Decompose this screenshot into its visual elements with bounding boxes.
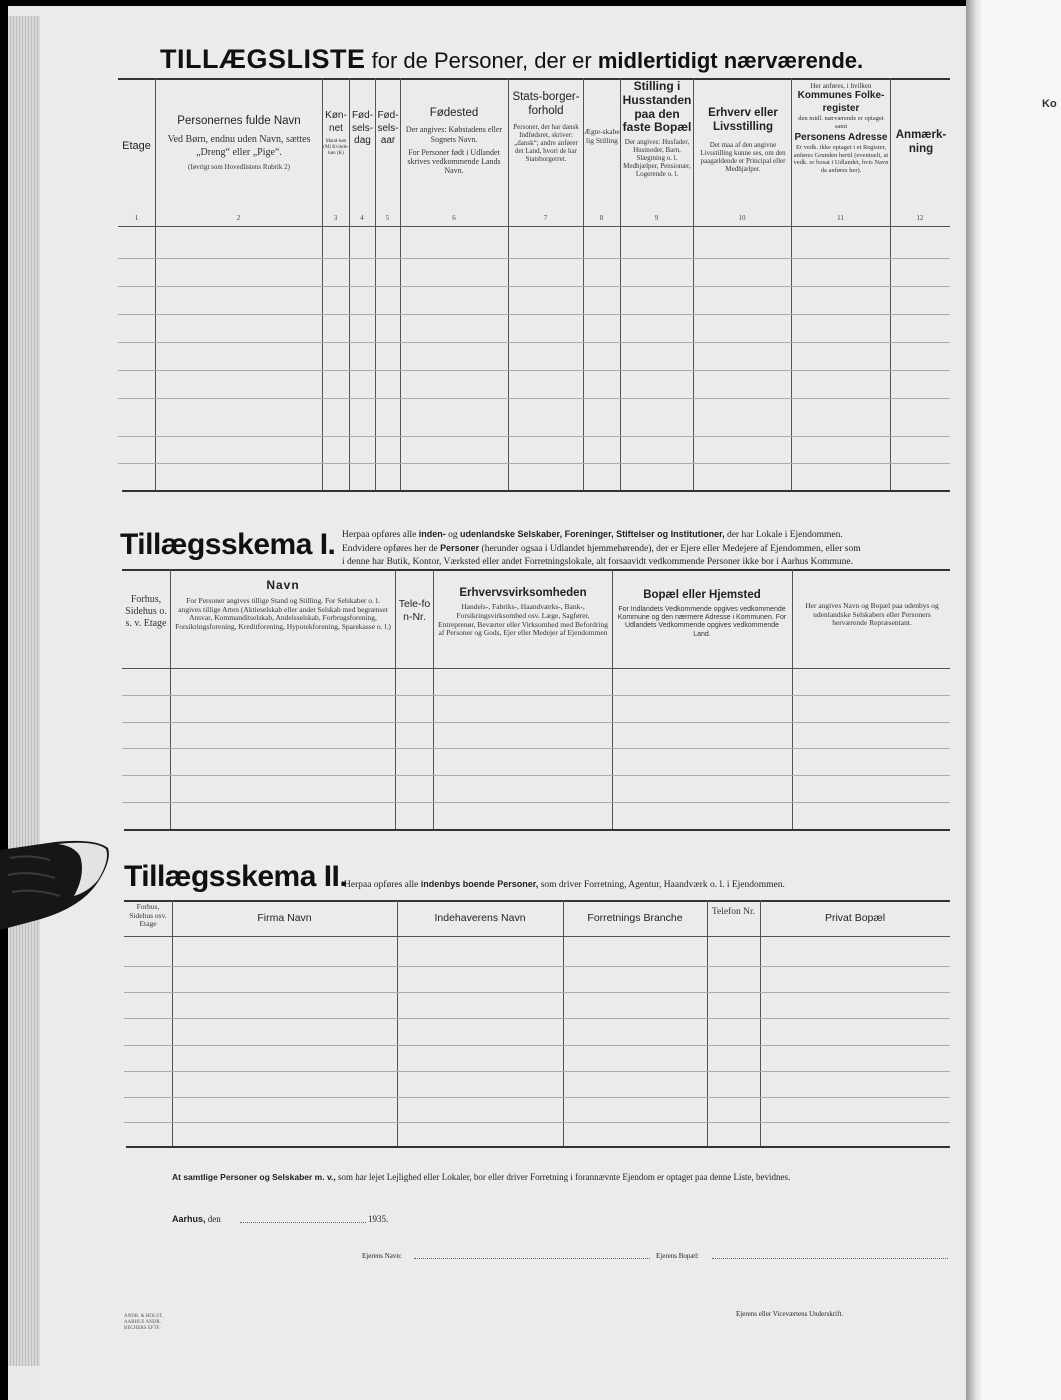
col-occupation-header: Erhverv eller Livsstilling Det maa af den angivne Livsstilling kunne ses, om den paagældende er Principal eller Medhjælper. — [700, 107, 786, 173]
owner-name-label: Ejerens Navn: — [362, 1252, 402, 1260]
s1-col-representative-header: Her angives Navn og Bopæl paa udenbys og udenlandske Selskabers eller Personers herværende Repræsentant. — [805, 601, 939, 628]
col-name-header: Personernes fulde Navn Ved Børn, endnu uden Navn, sættes „Dreng“ eller „Pige“. (Iøvrigt som Hovedlistens Rubrik 2) — [167, 115, 311, 172]
col-birthyear-header: Fød-sels-aar — [377, 110, 399, 146]
col-number: 2 — [236, 214, 241, 222]
col-birthplace-header: Fødested Der angives: Købstadens eller Sognets Navn. For Personer født i Udlandet skrives vedkommende Lands Navn. — [405, 107, 503, 176]
col-register-header: Her anføres, i hvilken Kommunes Folke-register den midl. nærværende er optaget samt Personens Adresse Er vedk. ikke optaget i et Register, anføres Grunden hertil (eventuelt, at vedk. er bosat i Udlandet, hvis Navn da anføres her). — [793, 82, 889, 174]
schema1-description: Herpaa opføres alle inden- og udenlandske Selskaber, Foreninger, Stiftelser og Institutioner, der har Lokale i Ejendommen. Endvidere opføres her de Personer (herunder ogsaa i Udlandet hjemmehørende), der er Ejere eller Medejere af Ejendommen, eller som i denne har Butik, Kontor, Værksted eller andet Forretningslokale, alt forsaavidt vedkommende Personer ikke bor i Aarhus Kommune. — [342, 529, 861, 567]
schema2-description: Herpaa opføres alle indenbys boende Personer, som driver Forretning, Agentur, Haandværk o. l. i Ejendommen. — [344, 879, 785, 890]
col-citizenship-header: Stats-borger-forhold Personer, der har dansk Indfødsret, skriver: „dansk“; andre anfører det Land, hvori de har Statsborgerret. — [512, 91, 580, 163]
col-number: 11 — [837, 214, 844, 222]
date-line[interactable] — [240, 1222, 366, 1223]
title-main: TILLÆGSLISTE — [160, 44, 366, 74]
col-number: 9 — [654, 214, 659, 222]
s2-col-firm-header: Firma Navn — [257, 912, 312, 924]
col-marital-header: Ægte-skabelig Stilling — [584, 127, 620, 145]
s2-col-phone-header: Telefon Nr. — [711, 907, 756, 917]
col-gender-header: Køn-net Mand-køn (M) Kvinde-køn (K) — [323, 110, 349, 156]
col-remarks-header: Anmærk-ning — [895, 129, 947, 156]
printer-mark: ANDR. & HOLST, AARHUS ANDR. BECHERS EFTF. — [124, 1314, 163, 1331]
col-number: 1 — [134, 214, 139, 222]
s1-col-business-header: Erhvervsvirksomheden Handels-, Fabriks-, Haandværks-, Bank-, Forsikringsvirksomhed osv. Læge, Sagfører, Entreprenør, Beværter eller Virksomhed med Befordring af Personer og Gods, Ejer eller Medejer af Ejendommen — [438, 587, 608, 638]
thumb-image — [0, 830, 112, 930]
col-household-header: Stilling i Husstanden paa den faste Bopæl Der angives: Husfader, Husmoder, Barn, Slægtning o. l. Medhjælper, Pensionær, Logerende o. l. — [622, 79, 692, 179]
col-number: 8 — [599, 214, 604, 222]
s2-col-address-header: Privat Bopæl — [824, 912, 886, 924]
col-number: 7 — [543, 214, 548, 222]
owner-address-line[interactable] — [712, 1258, 948, 1259]
s1-col-floor-header: Forhus, Sidehus o. s. v. Etage — [125, 594, 167, 629]
facing-page — [984, 0, 1061, 1400]
book-spine — [966, 0, 984, 1400]
owner-name-line[interactable] — [414, 1258, 650, 1259]
s1-col-residence-header: Bopæl eller Hjemsted For Indlandets Vedkommende opgives vedkommende Kommune og den nærmere Adresse i Kommunen. For Udlandets Vedkommende opgives vedkommende Land. — [617, 589, 787, 638]
col-number: 10 — [738, 214, 746, 222]
s2-col-owner-header: Indehaverens Navn — [434, 912, 526, 924]
schema2-title: Tillægsskema II. — [124, 860, 348, 893]
col-number: 3 — [333, 214, 338, 222]
title-rest: for de Personer, der er — [365, 48, 598, 73]
certification-text: At samtlige Personer og Selskaber m. v., som har lejet Lejlighed eller Lokaler, bor eller driver Forretning i forannævnte Ejendom er optaget paa denne Liste, bevidnes. — [172, 1172, 791, 1182]
s2-col-branch-header: Forretnings Branche — [587, 912, 683, 924]
s1-col-name-header: Navn For Personer angives tillige Stand og Stilling. For Selskaber o. l. angives tillige Arten (Aktieselskab eller andet Selskab med begrænset Ansvar, Kommanditselskab, Andelsselskab, Forbrugsforening, Forsikringsforening, Kreditforening, Hypotekforening, Sparekasse o. l.) — [175, 578, 391, 631]
year: 1935. — [368, 1214, 389, 1224]
s2-col-floor-header: Forhus, Sidehus osv. Etage — [129, 902, 167, 929]
place-date: Aarhus, den — [172, 1214, 221, 1224]
page-title — [160, 44, 920, 75]
col-number: 6 — [452, 214, 456, 222]
col-birthday-header: Fød-sels-dag — [351, 110, 374, 146]
col-number: 5 — [385, 214, 390, 222]
owner-address-label: Ejerens Bopæl: — [656, 1252, 699, 1260]
s1-col-phone-header: Tele-fon-Nr. — [398, 598, 431, 624]
title-bold-part: midlertidigt nærværende. — [597, 48, 864, 73]
col-etage-header: Etage — [122, 140, 151, 152]
col-number: 4 — [360, 214, 364, 222]
facing-page-fragment: Ko — [1042, 98, 1057, 110]
col-number: 12 — [916, 214, 924, 222]
signature-label: Ejerens eller Viceværtens Underskrift. — [736, 1310, 844, 1318]
schema1-title: Tillægsskema I. — [120, 528, 336, 561]
